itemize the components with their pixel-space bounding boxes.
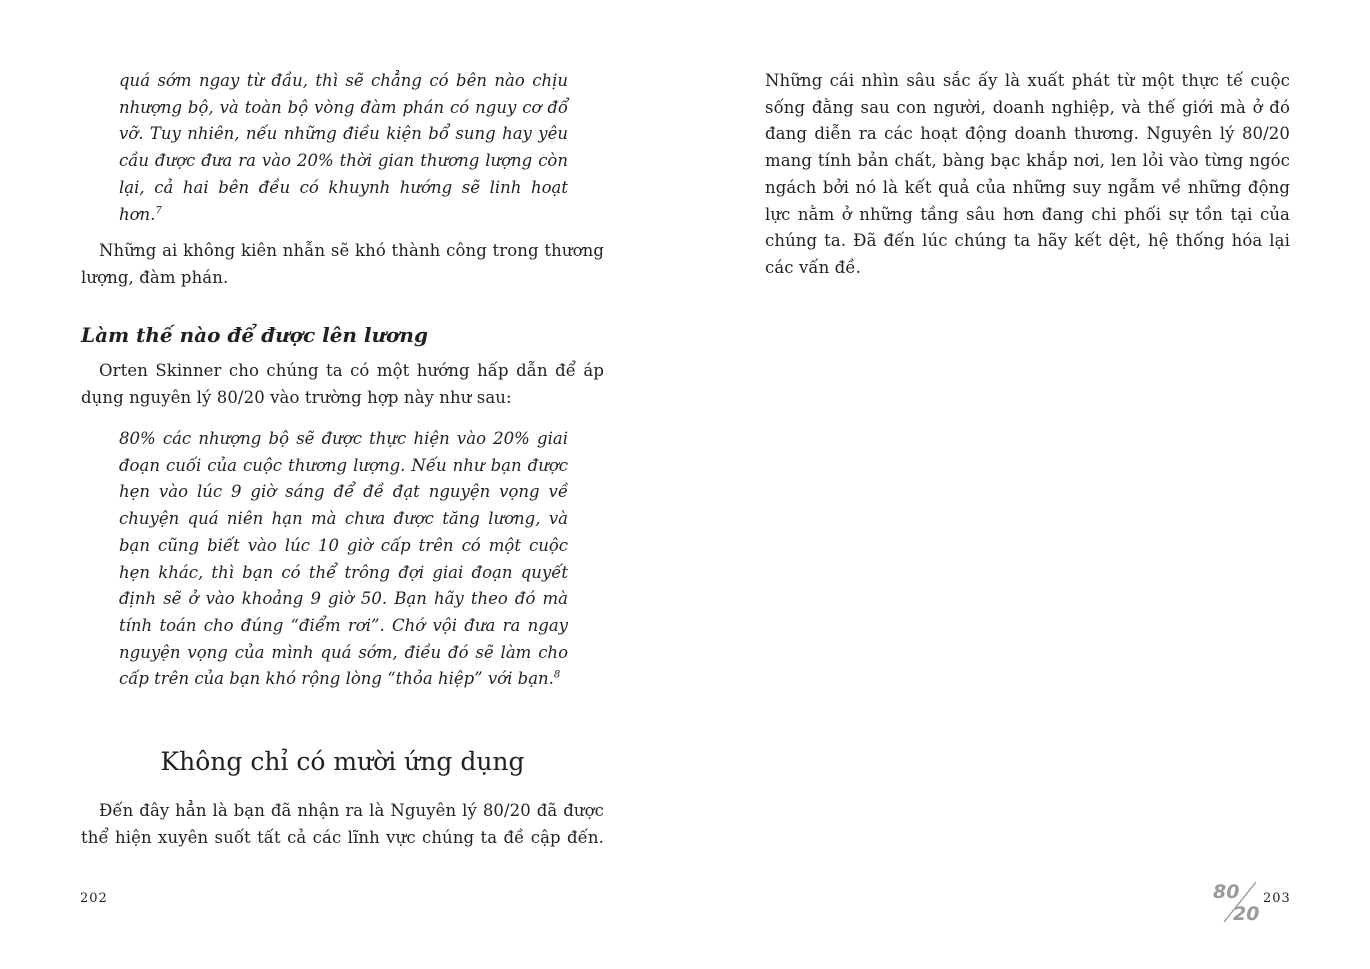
footnote-8: 8 xyxy=(553,669,561,681)
quote-continuation-text: quá sớm ngay từ đầu, thì sẽ chẳng có bên nào chịu nhượng bộ, và toàn bộ vòng đàm phán có nguy cơ đổ vỡ. Tuy nhiên, nếu những điều kiện bổ sung hay yêu cầu được đưa ra vào 20% thời gian thương lượng còn lại, cả hai bên đều có khuynh hướng sẽ linh hoạt hơn. xyxy=(119,71,568,224)
page-number-right: 203 xyxy=(1263,891,1291,906)
body-paragraph-insights xyxy=(765,68,1290,282)
subheading-salary: Làm thế nào để được lên lương xyxy=(81,323,428,347)
body-paragraph-patience-text: Những ai không kiên nhẫn sẽ khó thành công trong thương lượng, đàm phán. xyxy=(81,241,604,287)
body-paragraph-conclusion-text: Đến đây hẳn là bạn đã nhận ra là Nguyên lý 80/20 đã được thể hiện xuyên suốt tất cả các lĩnh vực chúng ta đề cập đến. xyxy=(81,801,604,847)
logo-bottom-number: 20 xyxy=(1233,903,1260,925)
page-number-left: 202 xyxy=(80,891,108,906)
quote-block-salary-text: 80% các nhượng bộ sẽ được thực hiện vào 20% giai đoạn cuối của cuộc thương lượng. Nếu như bạn được hẹn vào lúc 9 giờ sáng để đề đạt nguyện vọng về chuyện quá niên hạn mà chưa được tăng lương, và bạn cũng biết vào lúc 10 giờ cấp trên có một cuộc hẹn khác, thì bạn có thể trông đợi giai đoạn quyết định sẽ ở vào khoảng 9 giờ 50. Bạn hãy theo đó mà tính toán cho đúng “điểm rơi”. Chớ vội đưa ra ngay nguyện vọng của mình quá sớm, điều đó sẽ làm cho cấp trên của bạn khó rộng lòng “thỏa hiệp” với bạn. xyxy=(119,429,568,689)
quote-continuation xyxy=(119,68,568,228)
footnote-7: 7 xyxy=(155,205,162,217)
body-paragraph-patience xyxy=(81,238,604,291)
body-paragraph-skinner xyxy=(81,358,604,411)
body-paragraph-conclusion xyxy=(81,798,604,851)
right-page xyxy=(685,0,1370,969)
body-paragraph-insights-text: Những cái nhìn sâu sắc ấy là xuất phát từ một thực tế cuộc sống đằng sau con người, doanh nghiệp, và thế giới mà ở đó đang diễn ra các hoạt động doanh thương. Nguyên lý 80/20 mang tính bản chất, bàng bạc khắp nơi, len lỏi vào từng ngóc ngách bởi nó là kết quả của những suy ngẫm về những động lực nằm ở những tầng sâu hơn đang chi phối sự tồn tại của chúng ta. Đã đến lúc chúng ta hãy kết dệt, hệ thống hóa lại các vấn đề. xyxy=(765,71,1290,277)
body-paragraph-skinner-text: Orten Skinner cho chúng ta có một hướng hấp dẫn để áp dụng nguyên lý 80/20 vào trường hợp này như sau: xyxy=(81,361,604,407)
logo-80-20-icon xyxy=(1210,878,1270,926)
logo-top-number: 80 xyxy=(1213,881,1240,903)
section-heading: Không chỉ có mười ứng dụng xyxy=(160,747,525,776)
quote-block-salary xyxy=(119,426,568,693)
